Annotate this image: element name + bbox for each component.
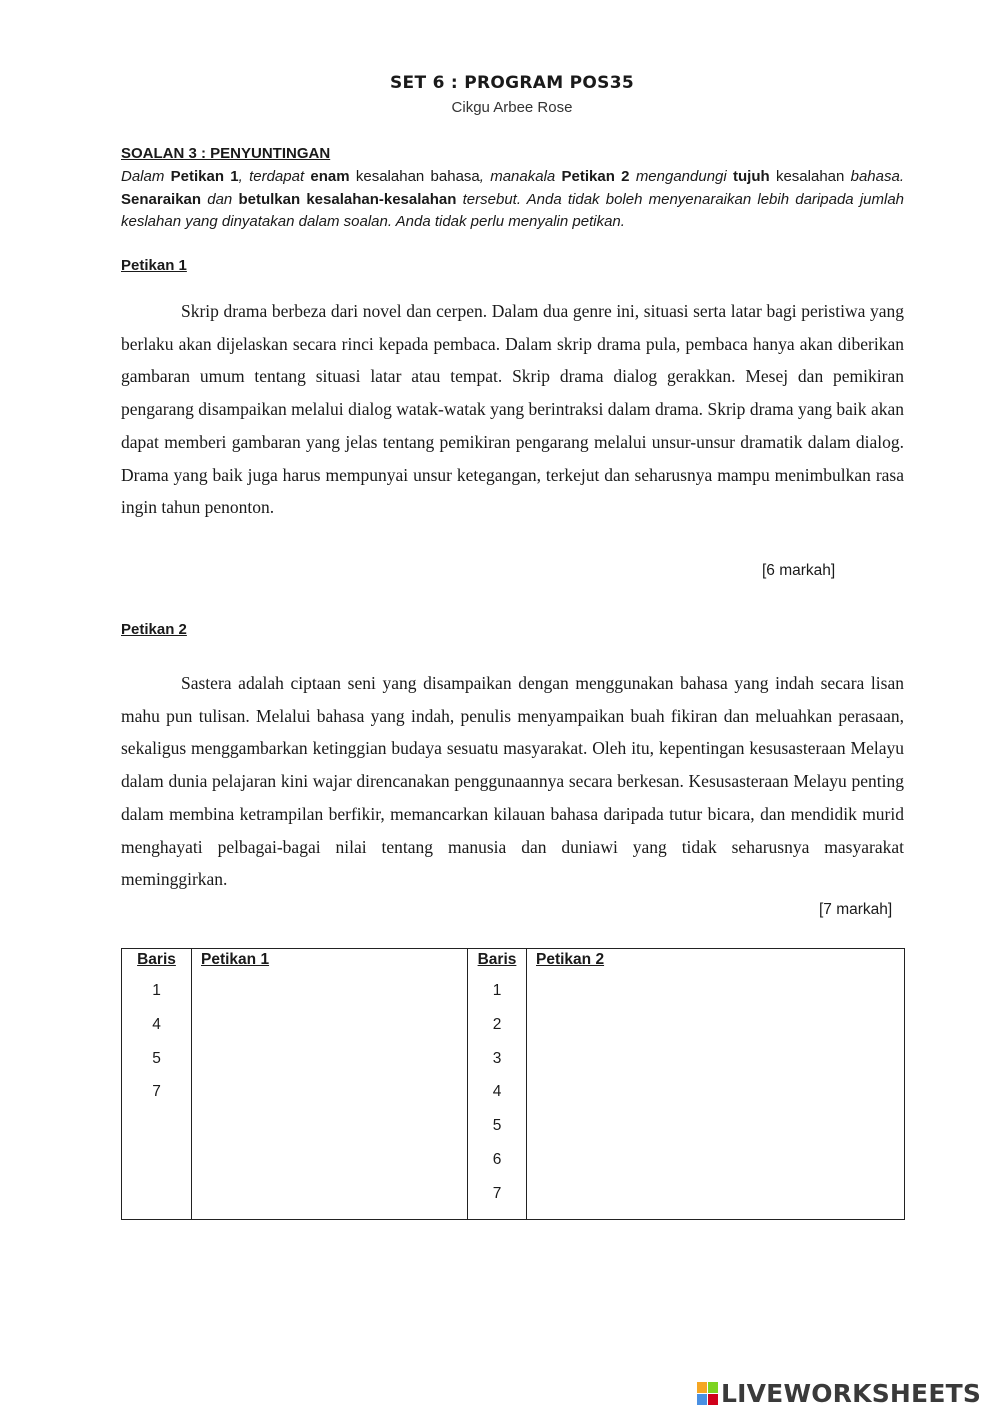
passage-2-text: Sastera adalah ciptaan seni yang disampaikan dengan menggunakan bahasa yang indah secara lisan mahu pun tulisan. Melalui bahasa yang indah, penulis menyampaikan buah fikiran dan meluahkan perasaan, sekaligus menggambarkan ketinggian budaya sesuatu masyarakat. Oleh itu, kepentingan kesusasteraan Melayu dalam dunia pelajaran kini wajar direncanakan penggunaannya secara berkesan. Kesusasteraan Melayu penting dalam membina ketrampilan berfikir, memancarkan kilauan bahasa daripada tutur bicara, dan mendidik murid menghayati pelbagai-bagai nilai tentang manusia dan duniawi yang tidak seharusnya masyarakat meminggirkan. — [121, 673, 904, 890]
baris-header-1: Baris — [137, 951, 176, 968]
instruction-segment: enam — [310, 168, 350, 185]
petikan-1-line-numbers — [122, 981, 191, 1116]
answer-table — [121, 948, 905, 1220]
petikan1-line-number: 4 — [152, 1015, 161, 1033]
petikan-2-answer-column[interactable] — [527, 949, 905, 1220]
instruction-segment: tersebut. Anda tidak boleh menyenaraikan lebih daripada jumlah keslahan yang dinyatakan dalam soalan. Anda tidak perlu menyalin petikan. — [121, 190, 905, 230]
petikan2-line-number: 5 — [492, 1117, 502, 1135]
petikan-2-line-numbers — [468, 981, 526, 1218]
document-title: SET 6 : PROGRAM POS35 — [390, 73, 634, 93]
petikan-1-answer-column[interactable] — [192, 949, 468, 1220]
passage-1-marks: [6 markah] — [762, 562, 836, 579]
petikan2-line-number: 1 — [492, 982, 502, 999]
logo-square — [708, 1382, 718, 1393]
baris-header-2: Baris — [477, 951, 517, 968]
passage-1-text: Skrip drama berbeza dari novel dan cerpen. Dalam dua genre ini, situasi serta latar bagi peristiwa yang berlaku akan dijelaskan secara rinci kepada pembaca. Dalam skrip drama pula, pembaca hanya akan diberikan gambaran umum tentang situasi latar atau tempat. Skrip drama dialog gerakkan. Mesej dan pemikiran pengarang disampaikan melalui dialog watak-watak yang berintraksi dalam drama. Skrip drama yang baik akan dapat memberi gambaran yang jelas tentang pemikiran pengarang melalui unsur-unsur dramatik dalam dialog. Drama yang baik juga harus mempunyai unsur ketegangan, terkejut dan seharusnya mampu menimbulkan rasa ingin tahun penonton. — [121, 301, 904, 518]
passage-2-marks: [7 markah] — [819, 901, 893, 918]
instruction-segment: bahasa. — [850, 168, 905, 185]
instruction-segment: mengandungi — [629, 168, 734, 185]
instruction-segment: tujuh — [733, 168, 770, 185]
instruction-segment: Petikan 1 — [170, 168, 239, 185]
liveworksheets-logo-icon — [697, 1382, 718, 1405]
petikan2-line-number: 2 — [492, 1015, 502, 1033]
logo-square — [708, 1394, 718, 1405]
instruction-segment: Petikan 2 — [561, 168, 630, 185]
petikan2-line-number: 3 — [492, 1049, 502, 1067]
instruction-segment: dan — [201, 190, 239, 208]
question-instructions — [121, 166, 904, 234]
instruction-segment: betulkan kesalahan-kesalahan — [238, 190, 457, 208]
petikan-1-answer-header: Petikan 1 — [201, 951, 270, 968]
baris-column-2 — [468, 949, 527, 1220]
instruction-segment: kesalahan bahasa — [349, 168, 480, 185]
petikan1-line-number: 5 — [152, 1049, 161, 1067]
question-heading: SOALAN 3 : PENYUNTINGAN — [121, 145, 331, 162]
instruction-segment: , manakala — [479, 168, 562, 185]
liveworksheets-logo-text: LIVEWORKSHEETS — [721, 1379, 982, 1408]
petikan2-line-number: 6 — [492, 1150, 502, 1168]
petikan1-line-number: 1 — [152, 982, 161, 999]
passage-1-label: Petikan 1 — [121, 257, 187, 274]
petikan2-line-number: 7 — [492, 1184, 502, 1202]
baris-column-1 — [122, 949, 192, 1220]
petikan1-line-number: 7 — [152, 1083, 161, 1101]
instruction-segment: , terdapat — [238, 168, 311, 185]
logo-square — [697, 1394, 707, 1405]
liveworksheets-logo — [697, 1379, 981, 1408]
instruction-segment: kesalahan — [769, 168, 851, 185]
petikan2-line-number: 4 — [492, 1083, 502, 1101]
instruction-segment: Senaraikan — [121, 190, 202, 208]
petikan-2-answer-header: Petikan 2 — [536, 951, 605, 968]
author-name: Cikgu Arbee Rose — [451, 99, 573, 116]
logo-square — [697, 1382, 707, 1393]
instruction-segment: Dalam — [121, 168, 171, 185]
passage-2-label: Petikan 2 — [121, 621, 187, 638]
